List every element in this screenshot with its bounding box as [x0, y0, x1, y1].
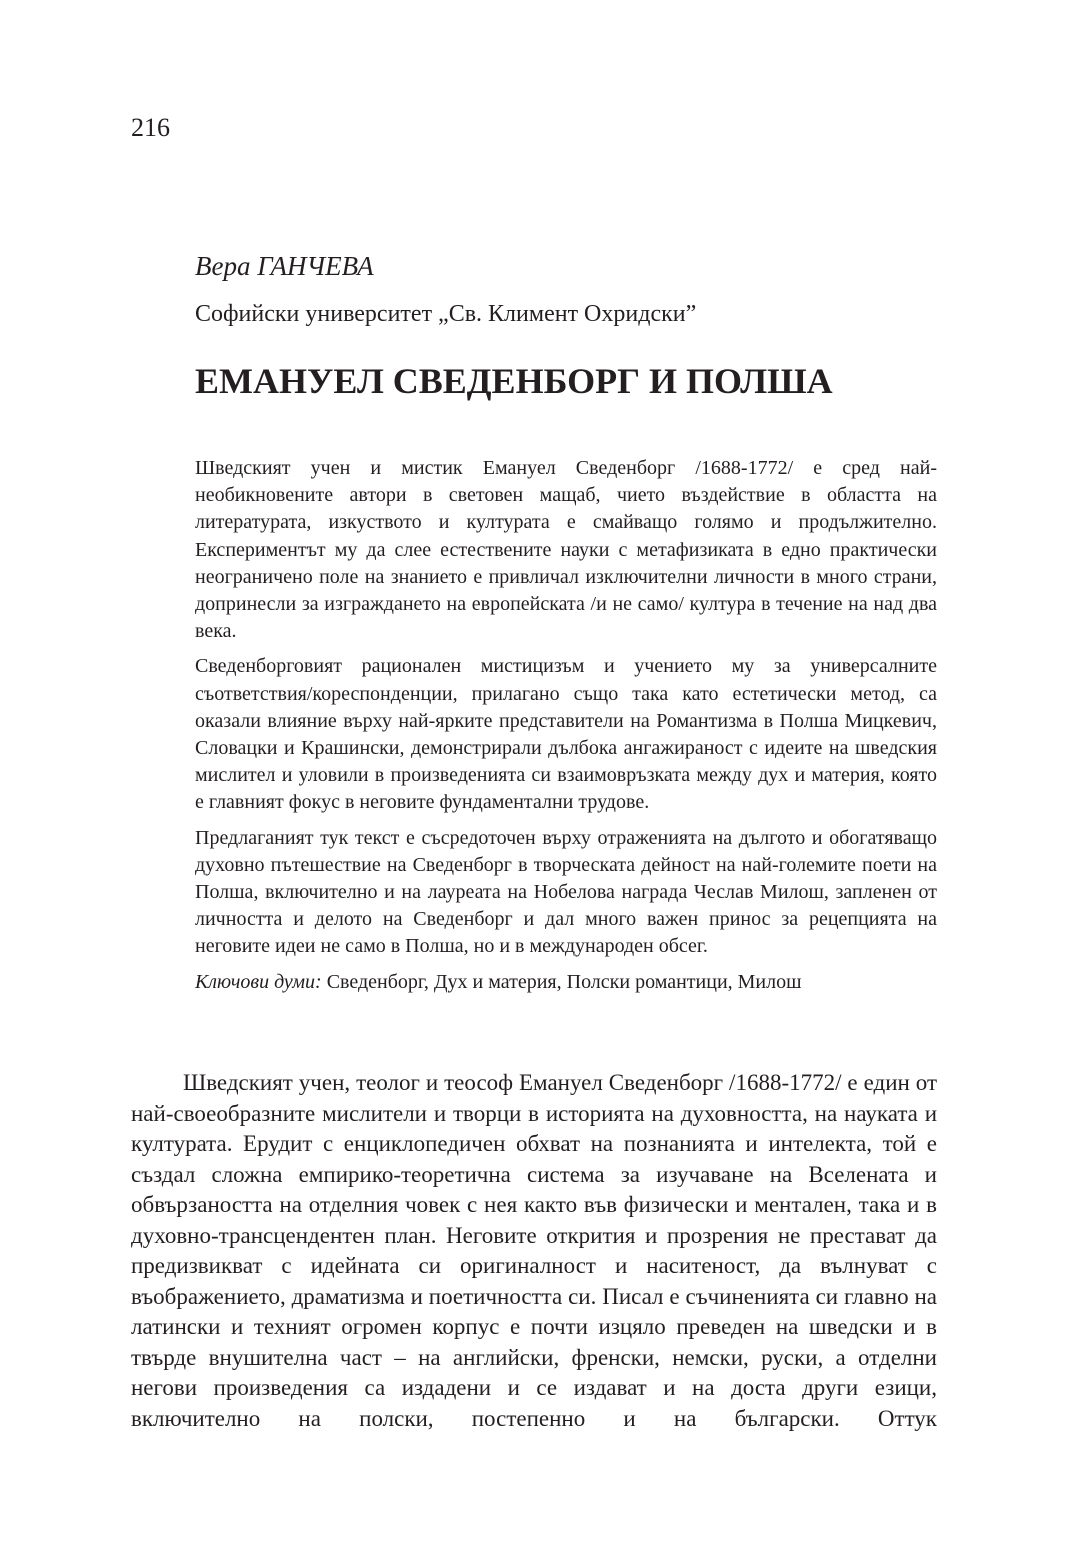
keywords: [195, 969, 937, 996]
author-name: Вера ГАНЧЕВА: [195, 251, 374, 281]
article-title: ЕМАНУЕЛ СВЕДЕНБОРГ И ПОЛША: [195, 361, 833, 401]
page-number: 216: [131, 113, 170, 142]
body-text: [131, 1068, 937, 1434]
abstract-paragraph: Шведският учен и мистик Емануел Сведенборг /1688-1772/ е сред най-необикновените автори в световен мащаб, чието въздействие в областта на литературата, изкуството и културата е смайващо голямо и продължително. Експериментът му да слее естествените науки с метафизиката в едно практически неограничено поле на знанието е привличал изключителни личности в много страни, допринесли за изграждането на европейската /и не само/ култура в течение на над два века.: [195, 457, 937, 643]
body-paragraph: Шведският учен, теолог и теософ Емануел Сведенборг /1688-1772/ е един от най-своеобразните мислители и творци в историята на духовността, на науката и културата. Ерудит с енциклопедичен обхват на познанията и интелекта, той е създал сложна емпирико-теоретична система за изучаване на Вселената и обвързаността на отделния човек с нея както във физически и ментален, така и в духовно-трансцендентен план. Неговите открития и прозрения не престават да предизвикват с идейната си оригиналност и наситеност, да вълнуват с въображението, драматизма и поетичността си. Писал е съчиненията си главно на латински и техният огромен корпус е почти изцяло преведен на шведски и в твърде внушителна част – на английски, френски, немски, руски, а отделни негови произведения са издадени и се издават и на доста други езици, включително на полски, постепенно и на български. Оттук: [131, 1070, 937, 1431]
abstract-paragraph: Предлаганият тук текст е съсредоточен върху отраженията на дългото и обогатяващо духовно пътешествие на Сведенборг в творческата дейност на най-големите поети на Полша, включително и на лауреата на Нобелова награда Чеслав Милош, запленен от личността и делото на Сведенборг и дал много важен принос за рецепцията на неговите идеи не само в Полша, но и в международен обсег.: [195, 826, 937, 958]
abstract-paragraph: Сведенборговият рационален мистицизъм и учението му за универсалните съответствия/кореспонденции, прилагано също така като естетически метод, са оказали влияние върху най-ярките представители на Романтизма в Полша Мицкевич, Словацки и Крашински, демонстрирали дълбока ангажираност с идеите на шведския мислител и уловили в произведенията си взаимовръзката между дух и материя, която е главният фокус в неговите фундаментални трудове.: [195, 655, 937, 814]
keywords-list: Сведенборг, Дух и материя, Полски романтици, Милош: [326, 970, 802, 993]
keywords-label: Ключови думи:: [195, 970, 322, 993]
abstract: [195, 455, 937, 1004]
author-affiliation: Софийски университет „Св. Климент Охридски”: [195, 301, 697, 327]
